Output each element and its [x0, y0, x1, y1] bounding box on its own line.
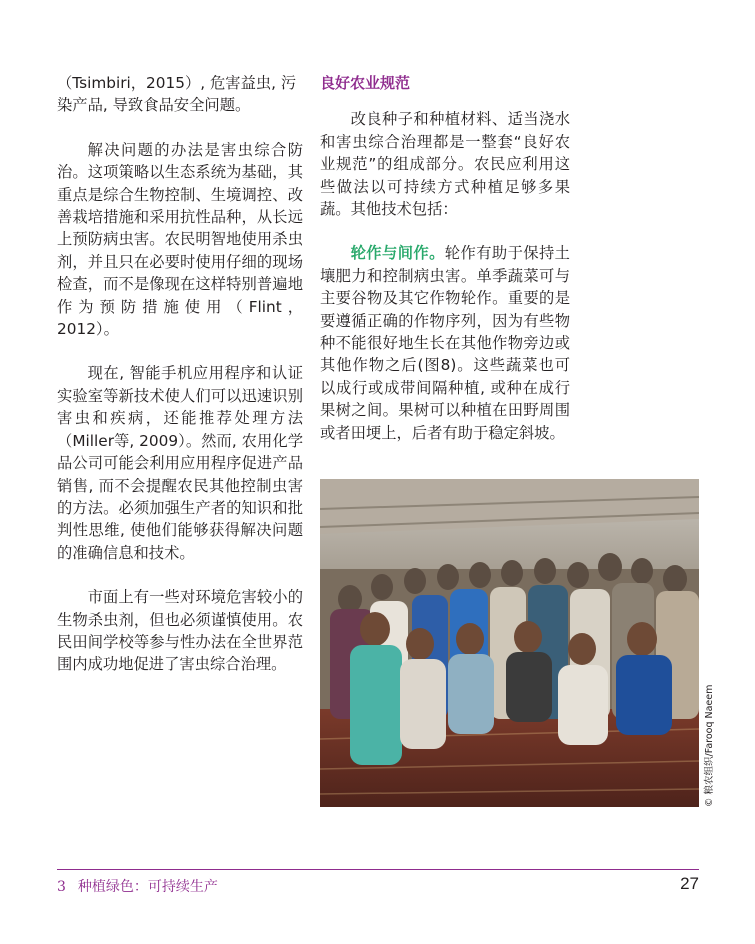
- left-paragraph-4: 市面上有一些对环境危害较小的生物杀虫剂，但也必须谨慎使用。农民田间学校等参与性办法在全世界范围内成功地促进了害虫综合治理。: [57, 588, 303, 674]
- right-paragraph-2: [320, 242, 570, 444]
- footer-divider: [57, 869, 699, 870]
- left-paragraph-3: 现在, 智能手机应用程序和认证实验室等新技术使人们可以迅速识别害虫和疾病，还能推荐处理方法（Miller等, 2009）。然而, 农用化学品公司可能会利用应用程序促进产品销售, 而不会提醒农民其他控制虫害的方法。必须加强生产者的知识和批判性思维, 使他们能够获得解决问题的准确信息和技术。: [57, 364, 303, 562]
- section-heading: 良好农业规范: [320, 74, 411, 92]
- chapter-title: 种植绿色：可持续生产: [77, 879, 218, 895]
- chapter-number: 3: [57, 879, 66, 895]
- right-column: [320, 72, 570, 444]
- footer-chapter: [57, 876, 218, 896]
- left-paragraph-2: 解决问题的办法是害虫综合防治。这项策略以生态系统为基础，其重点是综合生物控制、生境调控、改善栽培措施和采用抗性品种，从长远上预防病虫害。农民明智地使用杀虫剂，并且只在必要时使用仔细的现场检查，而不是像现在这样特别普遍地作为预防措施使用（Flint，2012）。: [57, 140, 303, 339]
- group-photo: [320, 479, 699, 807]
- right-paragraph-1: 改良种子和种植材料、适当浇水和害虫综合治理都是一整套“良好农业规范”的组成部分。农民应利用这些做法以可持续方式种植足够多果蔬。其他技术包括：: [320, 110, 570, 219]
- photo-credit: © 粮农组织/Farooq Naeem: [704, 684, 715, 807]
- left-column: [57, 72, 303, 676]
- keyword-crop-rotation: 轮作与间作。: [350, 244, 445, 263]
- right-paragraph-2-body: 轮作有助于保持土壤肥力和控制病虫害。单季蔬菜可与主要谷物及其它作物轮作。重要的是要遵循正确的作物序列，因为有些物种不能很好地生长在其他作物旁边或其他作物之后(图8)。这些蔬菜也可以成行或成带间隔种植, 或种在成行果树之间。果树可以种植在田野周围或者田埂上，后者有助于稳定斜坡。: [320, 244, 570, 442]
- left-paragraph-1: （Tsimbiri，2015）, 危害益虫, 污染产品, 导致食品安全问题。: [57, 74, 297, 115]
- page-number: 27: [680, 874, 699, 893]
- group-photo-illustration: [320, 479, 699, 807]
